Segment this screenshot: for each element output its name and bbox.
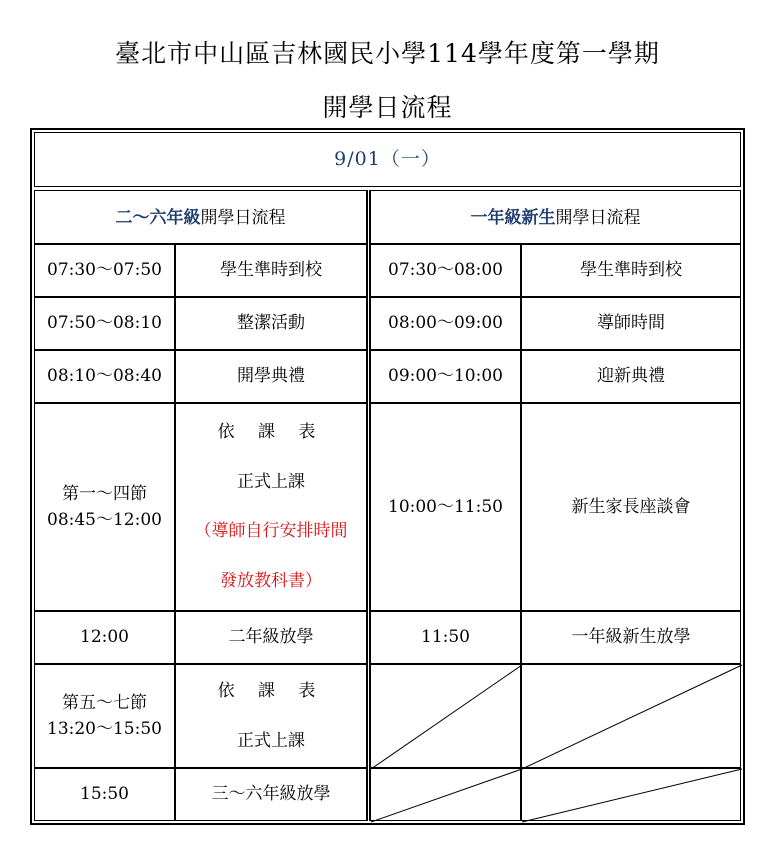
left-row-4-activity — [175, 403, 367, 611]
left-header — [34, 190, 367, 244]
right-empty-cell — [521, 768, 741, 821]
right-header — [370, 190, 741, 244]
column-divider — [367, 190, 370, 821]
right-empty-cell — [370, 664, 521, 768]
left-row-6-line-2: 正式上課 — [237, 731, 305, 751]
right-row-1-time: 07:30～08:00 — [370, 244, 521, 297]
left-row-4-time-range: 08:45～12:00 — [47, 510, 162, 530]
left-row-5-activity: 二年級放學 — [175, 611, 367, 664]
page-subtitle: 開學日流程 — [322, 93, 453, 122]
left-row-3-activity: 開學典禮 — [175, 350, 367, 403]
left-row-7-time: 15:50 — [34, 768, 175, 821]
left-row-4-note-1: （導師自行安排時間 — [194, 521, 348, 541]
right-row-2-time: 08:00～09:00 — [370, 297, 521, 350]
left-row-3-time: 08:10～08:40 — [34, 350, 175, 403]
left-row-1-activity: 學生準時到校 — [175, 244, 367, 297]
left-row-6-period: 第五～七節 — [62, 692, 147, 713]
right-header-label: 開學日流程 — [555, 208, 641, 228]
page-title: 臺北市中山區吉林國民小學114學年度第一學期 — [115, 39, 660, 68]
left-row-4-note-2: 發放教科書） — [220, 570, 322, 591]
right-empty-cell — [521, 664, 741, 768]
right-row-1-activity: 學生準時到校 — [521, 244, 741, 297]
diagonal-line — [371, 665, 522, 769]
right-row-3-activity: 迎新典禮 — [521, 350, 741, 403]
left-row-4-period: 第一～四節 — [62, 483, 147, 504]
diagonal-line — [522, 769, 742, 822]
left-header-grade: 二～六年級 — [115, 208, 201, 228]
diagonal-line — [522, 665, 742, 769]
left-row-7-activity: 三～六年級放學 — [175, 768, 367, 821]
left-row-5-time: 12:00 — [34, 611, 175, 664]
left-row-6-line-1: 依 課 表 — [217, 680, 325, 701]
left-row-6-time — [34, 664, 175, 768]
left-row-4-line-2: 正式上課 — [237, 471, 305, 492]
right-row-3-time: 09:00～10:00 — [370, 350, 521, 403]
right-row-4-time: 10:00～11:50 — [370, 403, 521, 611]
diagonal-line — [371, 769, 522, 822]
left-row-6-activity — [175, 664, 367, 768]
right-row-5-activity: 一年級新生放學 — [521, 611, 741, 664]
right-empty-cell — [370, 768, 521, 821]
date-cell: 9/01（一） — [34, 132, 741, 187]
left-row-4-time — [34, 403, 175, 611]
right-row-4-activity: 新生家長座談會 — [521, 403, 741, 611]
left-row-2-time: 07:50～08:10 — [34, 297, 175, 350]
right-row-2-activity: 導師時間 — [521, 297, 741, 350]
right-header-grade: 一年級新生 — [470, 208, 556, 228]
left-row-1-time: 07:30～07:50 — [34, 244, 175, 297]
left-row-6-time-range: 13:20～15:50 — [47, 719, 162, 739]
left-row-2-activity: 整潔活動 — [175, 297, 367, 350]
right-row-5-time: 11:50 — [370, 611, 521, 664]
left-row-4-line-1: 依 課 表 — [217, 422, 325, 442]
left-header-label: 開學日流程 — [200, 208, 286, 228]
